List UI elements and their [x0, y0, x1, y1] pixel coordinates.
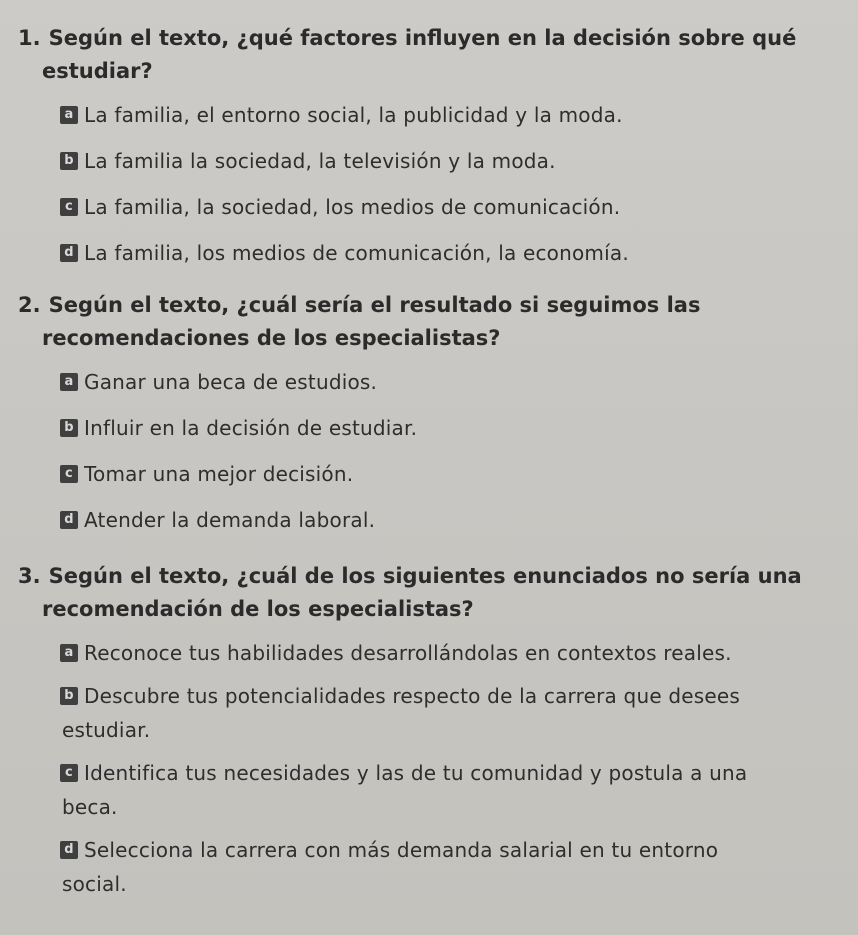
- option-letter-badge: c: [60, 465, 78, 483]
- options-list: [18, 636, 848, 901]
- option-text-continuation: beca.: [62, 795, 118, 819]
- option-b[interactable]: [18, 679, 848, 747]
- option-letter-badge: a: [60, 373, 78, 391]
- option-text: La familia, el entorno social, la publicidad y la moda.: [84, 103, 623, 127]
- options-list: [18, 365, 848, 537]
- option-text: La familia, la sociedad, los medios de comunicación.: [84, 195, 621, 219]
- question-1-title: [18, 22, 848, 88]
- question-number: 1.: [18, 26, 41, 50]
- option-letter-badge: a: [60, 106, 78, 124]
- option-letter-badge: b: [60, 419, 78, 437]
- question-1: [18, 22, 848, 270]
- option-letter-badge: d: [60, 511, 78, 529]
- option-a[interactable]: [18, 636, 848, 670]
- option-text: Descubre tus potencialidades respecto de la carrera que desees: [84, 684, 741, 708]
- option-c[interactable]: [18, 190, 848, 224]
- options-list: [18, 98, 848, 270]
- question-2: [18, 289, 848, 537]
- option-text: Tomar una mejor decisión.: [84, 462, 354, 486]
- option-d[interactable]: [18, 236, 848, 270]
- option-b[interactable]: [18, 411, 848, 445]
- question-title-line: Según el texto, ¿qué factores influyen en la decisión sobre qué: [48, 26, 797, 50]
- option-a[interactable]: [18, 365, 848, 399]
- question-title-line: Según el texto, ¿cuál sería el resultado si seguimos las: [48, 293, 701, 317]
- option-text-continuation: estudiar.: [62, 718, 151, 742]
- option-text: Atender la demanda laboral.: [84, 508, 376, 532]
- option-text: Influir en la decisión de estudiar.: [84, 416, 418, 440]
- option-letter-badge: c: [60, 764, 78, 782]
- question-title-line: recomendación de los especialistas?: [42, 597, 474, 621]
- option-letter-badge: d: [60, 841, 78, 859]
- option-letter-badge: a: [60, 644, 78, 662]
- option-a[interactable]: [18, 98, 848, 132]
- option-text-continuation: social.: [62, 872, 127, 896]
- question-3-title: [18, 560, 848, 626]
- question-2-title: [18, 289, 848, 355]
- question-title-line: recomendaciones de los especialistas?: [42, 326, 501, 350]
- question-number: 2.: [18, 293, 41, 317]
- option-text: Ganar una beca de estudios.: [84, 370, 378, 394]
- option-letter-badge: b: [60, 687, 78, 705]
- question-number: 3.: [18, 564, 41, 588]
- option-c[interactable]: [18, 756, 848, 824]
- option-text: Selecciona la carrera con más demanda salarial en tu entorno: [84, 838, 719, 862]
- option-letter-badge: c: [60, 198, 78, 216]
- option-text: Reconoce tus habilidades desarrollándolas en contextos reales.: [84, 641, 732, 665]
- option-d[interactable]: [18, 833, 848, 901]
- option-b[interactable]: [18, 144, 848, 178]
- option-letter-badge: d: [60, 244, 78, 262]
- option-letter-badge: b: [60, 152, 78, 170]
- option-text: Identifica tus necesidades y las de tu comunidad y postula a una: [84, 761, 748, 785]
- option-c[interactable]: [18, 457, 848, 491]
- option-text: La familia la sociedad, la televisión y la moda.: [84, 149, 556, 173]
- question-title-line: estudiar?: [42, 59, 153, 83]
- question-title-line: Según el texto, ¿cuál de los siguientes enunciados no sería una: [48, 564, 802, 588]
- question-3: [18, 560, 848, 901]
- option-d[interactable]: [18, 503, 848, 537]
- option-text: La familia, los medios de comunicación, la economía.: [84, 241, 629, 265]
